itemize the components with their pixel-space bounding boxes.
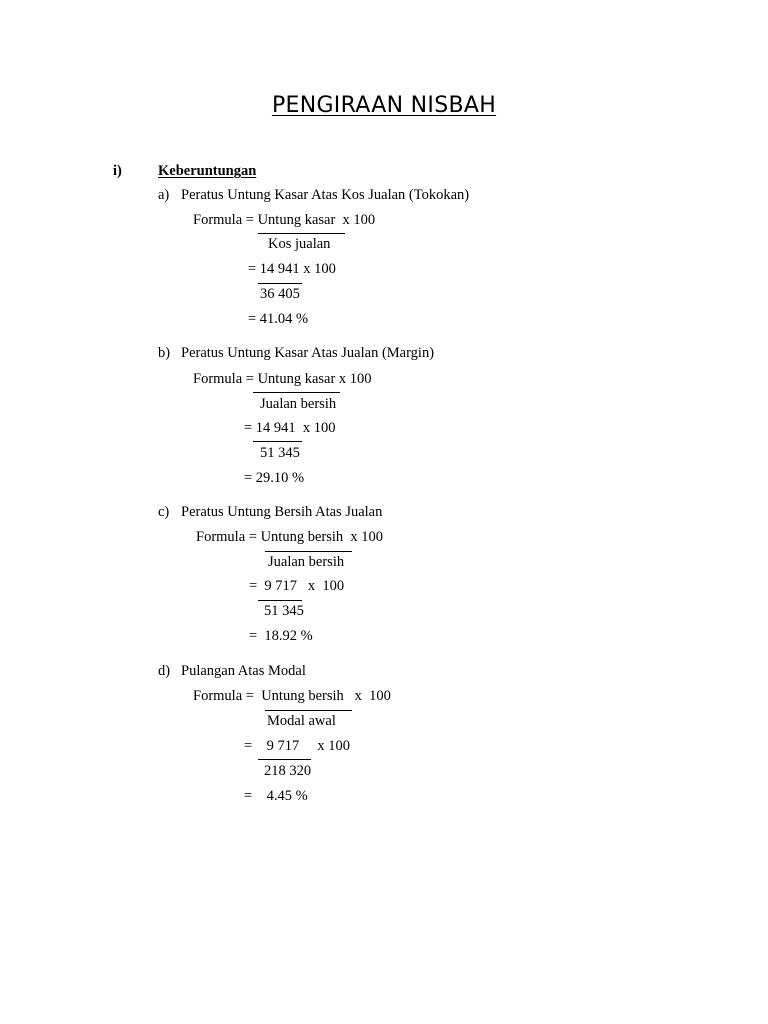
fraction-line <box>258 759 311 760</box>
item-heading: Peratus Untung Kasar Atas Jualan (Margin) <box>181 345 435 361</box>
formula-denominator: Modal awal <box>267 713 336 729</box>
item-label: a) <box>158 187 170 203</box>
calculation-line: = 14 941 x 100 <box>248 261 336 277</box>
calculation-line: = 14 941 x 100 <box>244 420 336 436</box>
result-line: = 41.04 % <box>248 311 309 327</box>
calculation-denominator: 51 345 <box>264 603 304 619</box>
result-line: = 4.45 % <box>244 788 308 804</box>
section-heading: Keberuntungan <box>158 163 257 179</box>
fraction-line <box>258 600 302 601</box>
formula-denominator: Jualan bersih <box>268 554 345 570</box>
result-line: = 29.10 % <box>244 470 305 486</box>
result-line: = 18.92 % <box>249 628 313 644</box>
formula-line: Formula = Untung kasar x 100 <box>193 371 372 387</box>
formula-denominator: Kos jualan <box>268 236 331 252</box>
fraction-line <box>258 283 302 284</box>
fraction-line <box>253 441 302 442</box>
formula-line: Formula = Untung kasar x 100 <box>193 212 376 228</box>
formula-line: Formula = Untung bersih x 100 <box>193 688 391 704</box>
calculation-denominator: 36 405 <box>260 286 300 302</box>
item-label: d) <box>158 663 171 679</box>
fraction-line <box>253 392 340 393</box>
formula-denominator: Jualan bersih <box>260 396 337 412</box>
item-heading: Peratus Untung Kasar Atas Kos Jualan (Tokokan) <box>181 187 470 203</box>
fraction-line <box>265 551 352 552</box>
formula-line: Formula = Untung bersih x 100 <box>196 529 383 545</box>
item-label: b) <box>158 345 171 361</box>
fraction-line <box>265 710 352 711</box>
calculation-denominator: 218 320 <box>264 763 312 779</box>
page-title: PENGIRAAN NISBAH <box>271 93 497 118</box>
calculation-line: = 9 717 x 100 <box>244 738 351 754</box>
section-number: i) <box>113 163 122 179</box>
calculation-denominator: 51 345 <box>260 445 300 461</box>
calculation-line: = 9 717 x 100 <box>249 578 345 594</box>
item-heading: Pulangan Atas Modal <box>181 663 306 679</box>
item-label: c) <box>158 504 170 520</box>
item-heading: Peratus Untung Bersih Atas Jualan <box>181 504 383 520</box>
fraction-line <box>258 233 345 234</box>
